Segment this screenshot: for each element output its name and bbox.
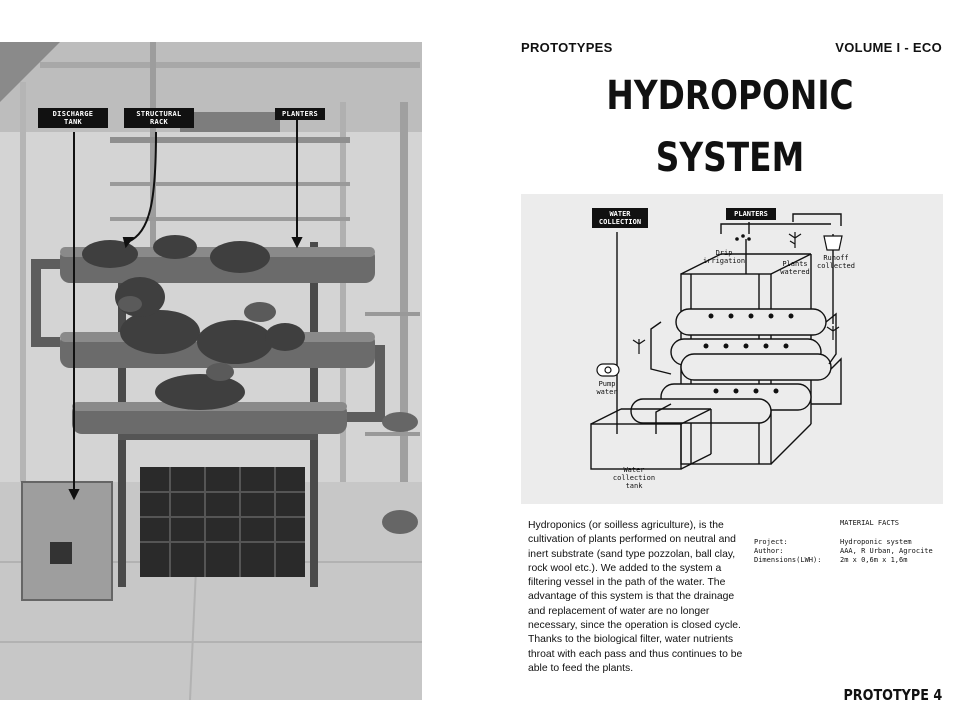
hydroponic-diagram-drawing xyxy=(521,194,943,504)
fact-key: Author: xyxy=(754,547,784,555)
volume-label: VOLUME I - ECO xyxy=(835,40,942,55)
fact-value: 2m x 0,6m x 1,6m xyxy=(840,556,908,564)
description-text: Hydroponics (or soilless agriculture), is the cultivation of plants performed on neutral and inert substrate (sand type pozzolan, ball clay, rock wool etc.). We added to the system a filtering vessel in the path of the water. The advantage of this system is that the drainage and replacement of water are no longer necessary, since the operation is closed cycle. Thanks to the biological filter, water nutrients throat with each pass and thus continues to be able to feed the plants. xyxy=(528,520,743,674)
structural-rack-tag: STRUCTURAL RACK xyxy=(124,108,194,128)
plants-watered-label: Plants watered xyxy=(780,260,810,276)
fact-value: AAA, R Urban, Agrocite xyxy=(840,547,933,555)
material-facts-heading: MATERIAL FACTS xyxy=(840,519,900,527)
water-collection-tag: WATER COLLECTION xyxy=(592,208,648,228)
fact-value: Hydroponic system xyxy=(840,538,912,546)
planters-diagram-tag: PLANTERS xyxy=(726,208,776,220)
section-label: PROTOTYPES xyxy=(521,40,613,55)
title-line-1: HYDROPONIC xyxy=(606,73,854,119)
drip-irrigation-label: Drip irrigation xyxy=(702,249,746,265)
fact-row-author xyxy=(754,547,933,556)
fact-row-project xyxy=(754,538,933,547)
prototype-number: PROTOTYPE 4 xyxy=(843,686,942,704)
planters-tag: PLANTERS xyxy=(275,108,325,120)
material-facts-table xyxy=(754,538,933,565)
fact-key: Dimensions(LWH): xyxy=(754,556,822,564)
fact-row-dimensions xyxy=(754,556,933,565)
discharge-tank-tag: DISCHARGE TANK xyxy=(38,108,108,128)
tank-label: Water collection tank xyxy=(612,466,656,490)
hydroponic-rack-photo xyxy=(0,42,422,700)
runoff-collected-label: Runoff collected xyxy=(817,254,855,270)
pump-water-label: Pump water xyxy=(596,380,618,396)
fact-key: Project: xyxy=(754,538,788,546)
system-diagram xyxy=(521,194,943,504)
greenhouse-photo xyxy=(0,42,422,700)
title-line-2: SYSTEM xyxy=(655,135,805,181)
